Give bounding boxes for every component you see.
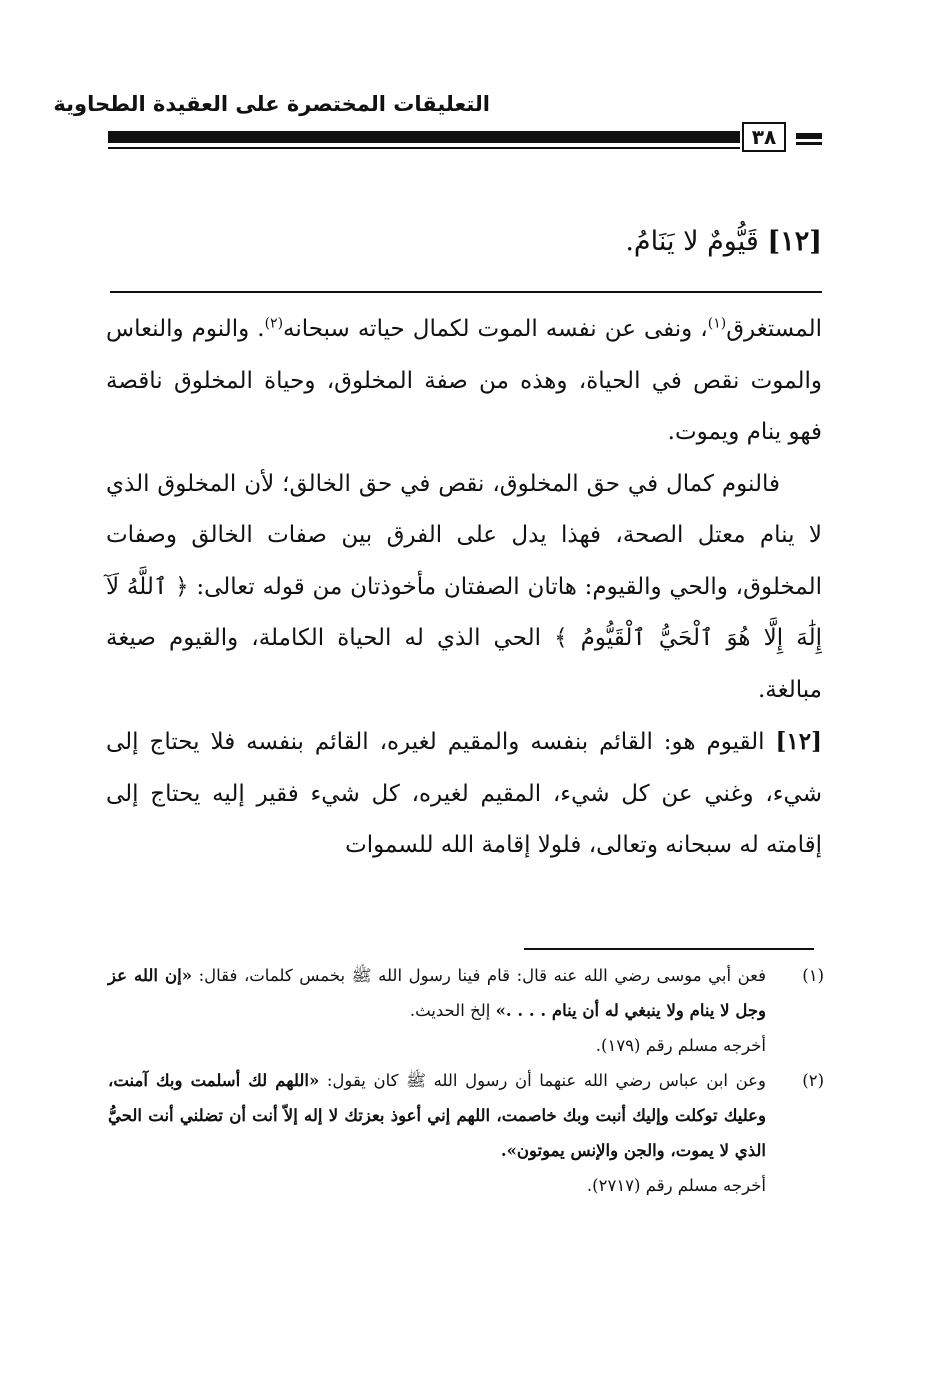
matn-line <box>480 226 822 257</box>
footnote-1-mark: (١) <box>802 966 824 985</box>
header-rule-thick <box>108 131 740 143</box>
footnote-2: (٢) وعن ابن عباس رضي الله عنهما أن رسول الله ﷺ كان يقول: «اللهم لك أسلمت وبك آمنت، وعليك توكلت وإليك أنبت وبك خاصمت، اللهم إني أعوذ بعزتك لا إله إلاّ أنت أن تضلني أنت الحيُّ الذي لا يموت، والجن والإنس يموتون». أخرجه مسلم رقم (٢٧١٧). <box>108 1063 824 1203</box>
footnote-1-source: أخرجه مسلم رقم (١٧٩). <box>595 1036 766 1055</box>
footnotes <box>108 958 824 1203</box>
matn-divider <box>110 291 822 293</box>
header-rule-right-thin <box>796 142 822 145</box>
paragraph-3-number: [١٢] <box>775 728 822 755</box>
footnote-1-quote: «إن الله عز وجل لا ينام ولا ينبغي له أن ينام . . . .» <box>108 966 766 1020</box>
matn-text: قَيُّومٌ لا يَنَامُ. <box>625 226 759 257</box>
paragraph-2: فالنوم كمال في حق المخلوق، نقص في حق الخالق؛ لأن المخلوق الذي لا ينام معتل الصحة، فهذا يدل على الفرق بين صفات الخالق وصفات المخلوق، والحي والقيوم: هاتان الصفتان مأخوذتان من قوله تعالى: ﴿ ٱللَّهُ لَآ إِلَٰهَ إِلَّا هُوَ ٱلْحَيُّ ٱلْقَيُّومُ ﴾ الحي الذي له الحياة الكاملة، والقيوم صيغة مبالغة. <box>106 470 822 703</box>
commentary-body <box>106 304 822 872</box>
footnote-ref-2[interactable]: (٢) <box>264 315 284 332</box>
page-number: ٣٨ <box>742 122 786 152</box>
running-header-title: التعليقات المختصرة على العقيدة الطحاوية <box>53 92 490 116</box>
footnote-2-mark: (٢) <box>802 1071 824 1090</box>
paragraph-1: المستغرق$^{(١)}$، ونفى عن نفسه الموت لكمال حياته سبحانه$^{(٢)}$. والنوم والنعاس والموت نقص في الحياة، وهذه من صفة المخلوق، وحياة المخلوق ناقصة فهو ينام ويموت. <box>106 315 822 445</box>
matn-number: [١٢] <box>767 226 822 257</box>
footnote-ref-1[interactable]: (١) <box>707 315 727 332</box>
header-rule-right <box>796 133 822 139</box>
footnote-separator <box>524 948 814 950</box>
paragraph-3 <box>106 716 822 872</box>
footnote-2-source: أخرجه مسلم رقم (٢٧١٧). <box>586 1176 766 1195</box>
footnote-2-quote: «اللهم لك أسلمت وبك آمنت، وعليك توكلت وإليك أنبت وبك خاصمت، اللهم إني أعوذ بعزتك لا إله إلاّ أنت أن تضلني أنت الحيُّ الذي لا يموت، والجن والإنس يموتون». <box>108 1071 766 1160</box>
footnote-1: (١) فعن أبي موسى رضي الله عنه قال: قام فينا رسول الله ﷺ بخمس كلمات، فقال: «إن الله عز وجل لا ينام ولا ينبغي له أن ينام . . . .» إلخ الحديث. أخرجه مسلم رقم (١٧٩). <box>108 958 824 1063</box>
paragraph-3-text: القيوم هو: القائم بنفسه والمقيم لغيره، القائم بنفسه فلا يحتاج إلى شيء، وغني عن كل شيء، المقيم لغيره، كل شيء فقير إليه يحتاج إلى إقامته له سبحانه وتعالى، فلولا إقامة الله للسموات <box>106 729 822 858</box>
header-rule-thin <box>108 147 740 149</box>
